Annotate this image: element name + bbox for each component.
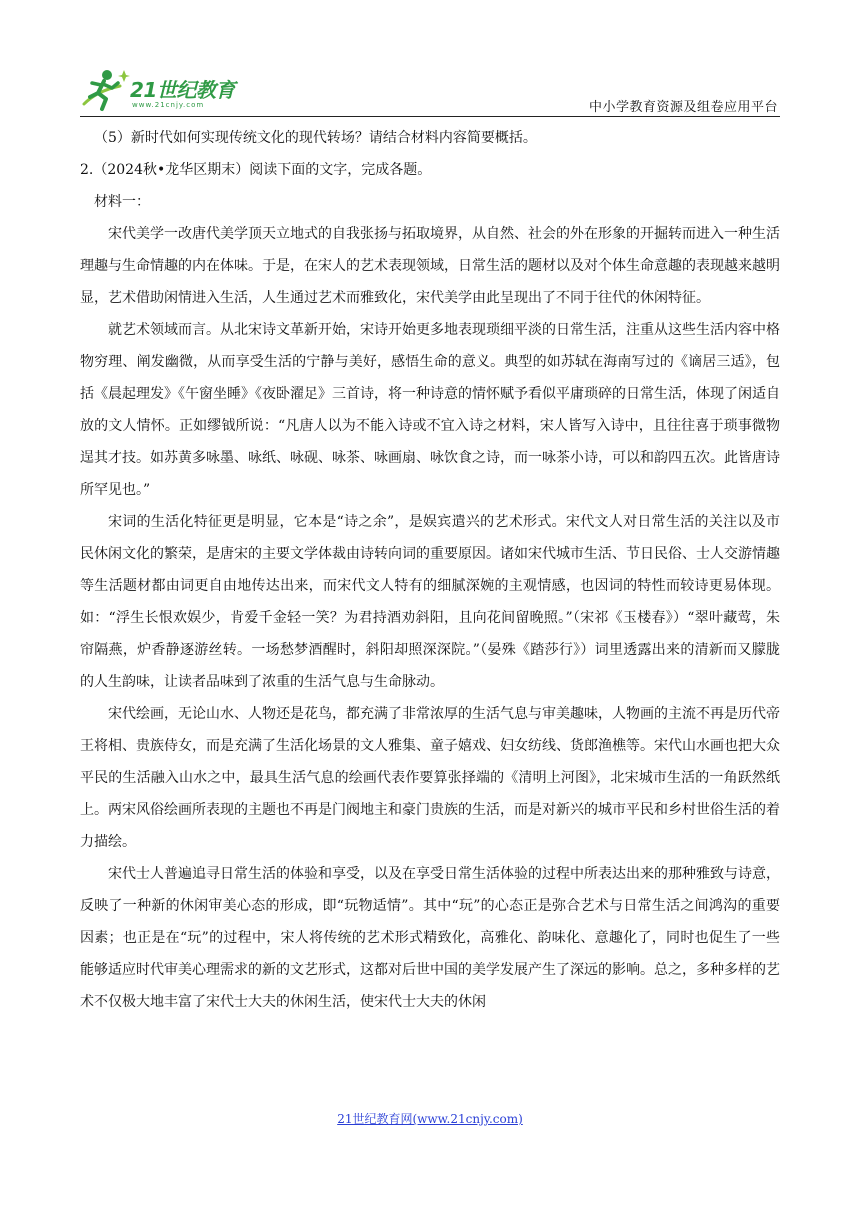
paragraph: 宋代士人普遍追寻日常生活的体验和享受，以及在享受日常生活体验的过程中所表达出来的那种雅致与诗意，反映了一种新的休闲审美心态的形成，即“玩物适情”。其中“玩”的心态正是弥合艺术与日常生活之间鸿沟的重要因素；也正是在“玩”的过程中，宋人将传统的艺术形式精致化，高雅化、韵味化、意趣化了，同时也促生了一些能够适应时代审美心理需求的新的文艺形式，这都对后世中国的美学发展产生了深远的影响。总之，多种多样的艺术不仅极大地丰富了宋代士大夫的休闲生活，使宋代士大夫的休闲 xyxy=(80,866,780,1010)
paragraph: 宋代美学一改唐代美学顶天立地式的自我张扬与拓取境界，从自然、社会的外在形象的开掘转而进入一种生活理趣与生命情趣的内在体味。于是，在宋人的艺术表现领域，日常生活的题材以及对个体生命意趣的表现越来越明显，艺术借助闲情进入生活，人生通过艺术而雅致化，宋代美学由此呈现出了不同于往代的休闲特征。 xyxy=(80,226,780,306)
logo-url: www.21cnjy.com xyxy=(132,101,205,109)
document-body xyxy=(80,122,780,1018)
material-label: 材料一： xyxy=(94,194,150,210)
question-2-title: 2.（2024秋•龙华区期末）阅读下面的文字，完成各题。 xyxy=(80,162,432,178)
header-divider xyxy=(80,116,780,117)
platform-name: 中小学教育资源及组卷应用平台 xyxy=(588,100,778,115)
paragraph: 就艺术领域而言。从北宋诗文革新开始，宋诗开始更多地表现琐细平淡的日常生活，注重从这些生活内容中格物穷理、阐发幽微，从而享受生活的宁静与美好，感悟生命的意义。典型的如苏轼在海南写过的《谪居三适》，包括《晨起理发》《午窗坐睡》《夜卧濯足》三首诗，将一种诗意的情怀赋予看似平庸琐碎的日常生活，体现了闲适自放的文人情怀。正如缪钺所说：“凡唐人以为不能入诗或不宜入诗之材料，宋人皆写入诗中，且往往喜于琐事微物逞其才技。如苏黄多咏墨、咏纸、咏砚、咏茶、咏画扇、咏饮食之诗，而一咏茶小诗，可以和韵四五次。此皆唐诗所罕见也。” xyxy=(80,322,780,498)
page-footer xyxy=(0,1110,860,1127)
question-5: （5）新时代如何实现传统文化的现代转场？请结合材料内容简要概括。 xyxy=(94,130,537,146)
running-figure-icon xyxy=(80,66,130,116)
paragraph: 宋代绘画，无论山水、人物还是花鸟，都充满了非常浓厚的生活气息与审美趣味，人物画的主流不再是历代帝王将相、贵族侍女，而是充满了生活化场景的文人雅集、童子嬉戏、妇女纺线、货郎渔樵等。宋代山水画也把大众平民的生活融入山水之中，最具生活气息的绘画代表作要算张择端的《清明上河图》，北宋城市生活的一角跃然纸上。两宋风俗绘画所表现的主题也不再是门阀地主和豪门贵族的生活，而是对新兴的城市平民和乡村世俗生活的着力描绘。 xyxy=(80,706,780,850)
logo-wordmark: 21世纪教育 xyxy=(130,78,235,102)
footer-link[interactable]: 21世纪教育网(www.21cnjy.com) xyxy=(337,1112,523,1126)
logo xyxy=(80,66,255,116)
paragraph: 宋词的生活化特征更是明显，它本是“诗之余”，是娱宾遣兴的艺术形式。宋代文人对日常生活的关注以及市民休闲文化的繁荣，是唐宋的主要文学体裁由诗转向词的重要原因。诸如宋代城市生活、节日民俗、士人交游情趣等生活题材都由词更自由地传达出来，而宋代文人特有的细腻深婉的主观情感，也因词的特性而较诗更易体现。如：“浮生长恨欢娱少，肯爱千金轻一笑？为君持酒劝斜阳，且向花间留晚照。”（宋祁《玉楼春》）“翠叶藏莺，朱帘隔燕，炉香静逐游丝转。一场愁梦酒醒时，斜阳却照深深院。”（晏殊《踏莎行》）词里透露出来的清新而又朦胧的人生韵味，让读者品味到了浓重的生活气息与生命脉动。 xyxy=(80,514,780,690)
page-header xyxy=(80,64,780,120)
